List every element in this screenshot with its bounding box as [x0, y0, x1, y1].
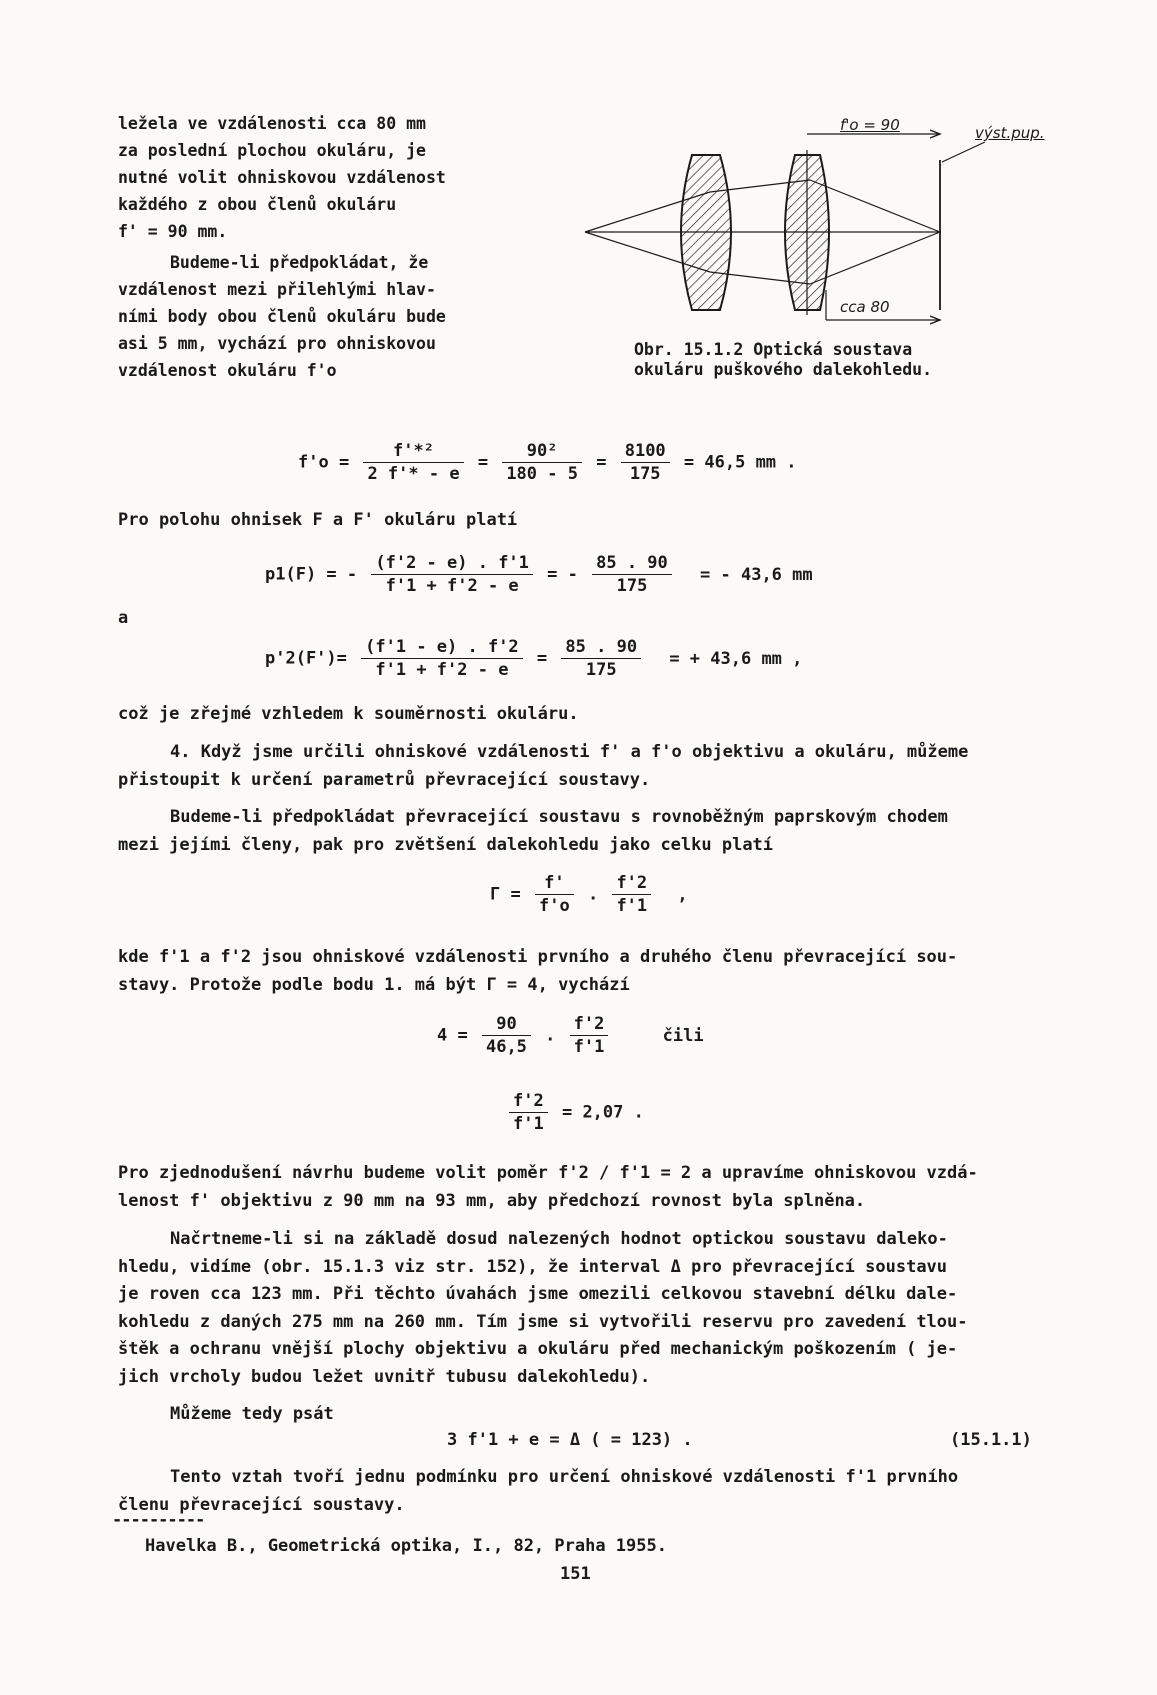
left-column: [118, 110, 518, 384]
eq-result: = 46,5 mm .: [683, 452, 797, 473]
text-line: kohledu z daných 275 mm na 260 mm. Tím jsme si vytvořili reservu pro zavedení tlou-: [118, 1311, 968, 1332]
denominator: 175: [629, 464, 661, 484]
text-line: f' = 90 mm.: [118, 222, 228, 241]
eq-lhs: Γ =: [490, 884, 521, 905]
denominator: 180 - 5: [506, 464, 578, 484]
fraction: [612, 872, 651, 917]
paragraph-4: [118, 739, 1058, 794]
text-line: vzdálenost okuláru f'o: [118, 361, 337, 380]
eq-sign: =: [596, 452, 607, 473]
numerator: 90²: [502, 440, 582, 463]
text-line: lenost f' objektivu z 90 mm na 93 mm, aby předchozí rovnost byla splněna.: [118, 1190, 866, 1211]
denominator: 46,5: [485, 1037, 527, 1057]
fraction: [592, 552, 672, 597]
fraction: [621, 440, 670, 485]
text-line: stavy. Protože podle bodu 1. má být Γ = 4, vychází: [118, 974, 630, 995]
eq-result: = - 43,6 mm: [700, 564, 813, 585]
label-cca: cca 80: [840, 298, 890, 316]
equation-7: 3 f'1 + e = Δ ( = 123) .: [447, 1430, 693, 1450]
eq-result: = 2,07 .: [561, 1102, 644, 1123]
page-number: 151: [560, 1564, 591, 1584]
eq-lhs: p'2(F')=: [265, 648, 347, 669]
figure-caption: [634, 340, 932, 380]
word-a: a: [118, 608, 129, 628]
fraction: [363, 440, 463, 485]
text-line: vzdálenost mezi přilehlými hlav-: [118, 280, 436, 299]
eq-lhs: p1(F) = -: [265, 564, 358, 585]
text-line: hledu, vidíme (obr. 15.1.3 viz str. 152), že interval Δ pro převracející soustavu: [118, 1256, 948, 1277]
text-line: kde f'1 a f'2 jsou ohniskové vzdálenosti prvního a druhého členu převracející sou-: [118, 947, 958, 967]
text-line: za poslední plochou okuláru, je: [118, 141, 426, 160]
text-line: 4. Když jsme určili ohniskové vzdálenosti f' a f'o objektivu a okuláru, můžeme: [170, 742, 969, 762]
footnote-rule: ----------: [112, 1510, 205, 1530]
eq-result: = + 43,6 mm ,: [669, 648, 803, 669]
text-line: ležela ve vzdálenosti cca 80 mm: [118, 114, 426, 133]
numerator: f'2: [570, 1013, 609, 1036]
equation-4: [490, 872, 688, 917]
denominator: f'o: [538, 896, 570, 916]
text-symmetry: což je zřejmé vzhledem k souměrnosti okuláru.: [118, 704, 579, 724]
denominator: 175: [616, 576, 648, 596]
text-line: je roven cca 123 mm. Při těchto úvahách jsme omezili celkovou stavební délku dale-: [118, 1284, 958, 1304]
eq-sign: .: [587, 884, 599, 905]
eq-tail: ,: [677, 884, 688, 905]
denominator: f'1 + f'2 - e: [385, 576, 519, 596]
denominator: f'1: [513, 1114, 544, 1134]
equation-5: [437, 1013, 704, 1058]
denominator: 175: [585, 660, 617, 680]
eq-word: čili: [662, 1025, 704, 1046]
eq-sign: = -: [547, 564, 578, 585]
text-line: Načrtneme-li si na základě dosud nalezených hodnot optickou soustavu daleko-: [170, 1229, 948, 1249]
paragraph-7: [118, 1160, 1058, 1215]
text-line: štěk a ochranu vnější plochy objektivu a okuláru před mechanickým poškozením ( je-: [118, 1339, 958, 1359]
pointer-line: [942, 142, 985, 162]
denominator: f'1: [573, 1037, 605, 1057]
text-line: Pro zjednodušení návrhu budeme volit poměr f'2 / f'1 = 2 a upravíme ohniskovou vzdá-: [118, 1163, 978, 1183]
fraction: [509, 1090, 548, 1135]
eq-sign: .: [545, 1025, 556, 1046]
eq-sign: =: [477, 452, 489, 473]
caption-line: Obr. 15.1.2 Optická soustava: [634, 340, 913, 359]
fraction: [371, 552, 533, 597]
fraction: [535, 872, 574, 917]
eyepiece-figure: [570, 110, 1070, 335]
numerator: 85 . 90: [592, 552, 672, 575]
numerator: f'2: [509, 1090, 548, 1113]
text-line: Budeme-li předpokládat, že: [170, 253, 429, 272]
denominator: f'1: [616, 896, 648, 916]
label-exit-pupil: výst.pup.: [975, 124, 1045, 142]
text-line: členu převracející soustavy.: [118, 1494, 405, 1515]
text-line: Tento vztah tvoří jednu podmínku pro určení ohniskové vzdálenosti f'1 prvního: [170, 1467, 959, 1487]
paragraph-6: [118, 944, 1058, 999]
label-f0: f'o = 90: [840, 116, 900, 134]
equation-2: [265, 552, 813, 597]
numerator: (f'1 - e) . f'2: [361, 636, 523, 659]
text-focus: Pro polohu ohnisek F a F' okuláru platí: [118, 510, 518, 530]
text-line: Budeme-li předpokládat převracející soustavu s rovnoběžným paprskovým chodem: [170, 807, 948, 827]
equation-3: [265, 636, 802, 681]
equation-number: (15.1.1): [950, 1430, 1032, 1450]
eq-lhs: f'o =: [298, 452, 350, 473]
fraction: [502, 440, 582, 485]
fraction: [482, 1013, 531, 1058]
eq-sign: =: [536, 648, 548, 669]
numerator: 90: [482, 1013, 531, 1036]
text-line: ními body obou členů okuláru bude: [118, 307, 446, 326]
fraction: [570, 1013, 609, 1058]
footnote: Havelka B., Geometrická optika, I., 82, Praha 1955.: [145, 1536, 667, 1556]
text-line: jich vrcholy budou ležet uvnitř tubusu dalekohledu).: [118, 1366, 651, 1387]
eyepiece-lens-1: [681, 155, 731, 310]
eq-lhs: 4 =: [437, 1025, 468, 1046]
equation-6: [505, 1090, 644, 1135]
text-line: každého z obou členů okuláru: [118, 195, 397, 214]
text-line: asi 5 mm, vychází pro ohniskovou: [118, 334, 436, 353]
paragraph-9: Můžeme tedy psát: [170, 1404, 334, 1424]
numerator: f'2: [612, 872, 651, 895]
denominator: f'1 + f'2 - e: [375, 660, 509, 680]
paragraph-10: [118, 1464, 1058, 1519]
numerator: f': [535, 872, 574, 895]
fraction: [561, 636, 641, 681]
text-line: mezi jejími členy, pak pro zvětšení dalekohledu jako celku platí: [118, 834, 774, 855]
numerator: 8100: [621, 440, 670, 463]
numerator: 85 . 90: [561, 636, 641, 659]
text-line: nutné volit ohniskovou vzdálenost: [118, 168, 446, 187]
equation-1: [298, 440, 797, 485]
paragraph-5: [118, 804, 1058, 859]
text-line: přistoupit k určení parametrů převracející soustavy.: [118, 769, 651, 790]
numerator: f'*²: [363, 440, 463, 463]
fraction: [361, 636, 523, 681]
paragraph-8: [118, 1226, 1058, 1391]
denominator: 2 f'* - e: [367, 464, 460, 484]
numerator: (f'2 - e) . f'1: [371, 552, 533, 575]
caption-line: okuláru puškového dalekohledu.: [634, 360, 933, 379]
